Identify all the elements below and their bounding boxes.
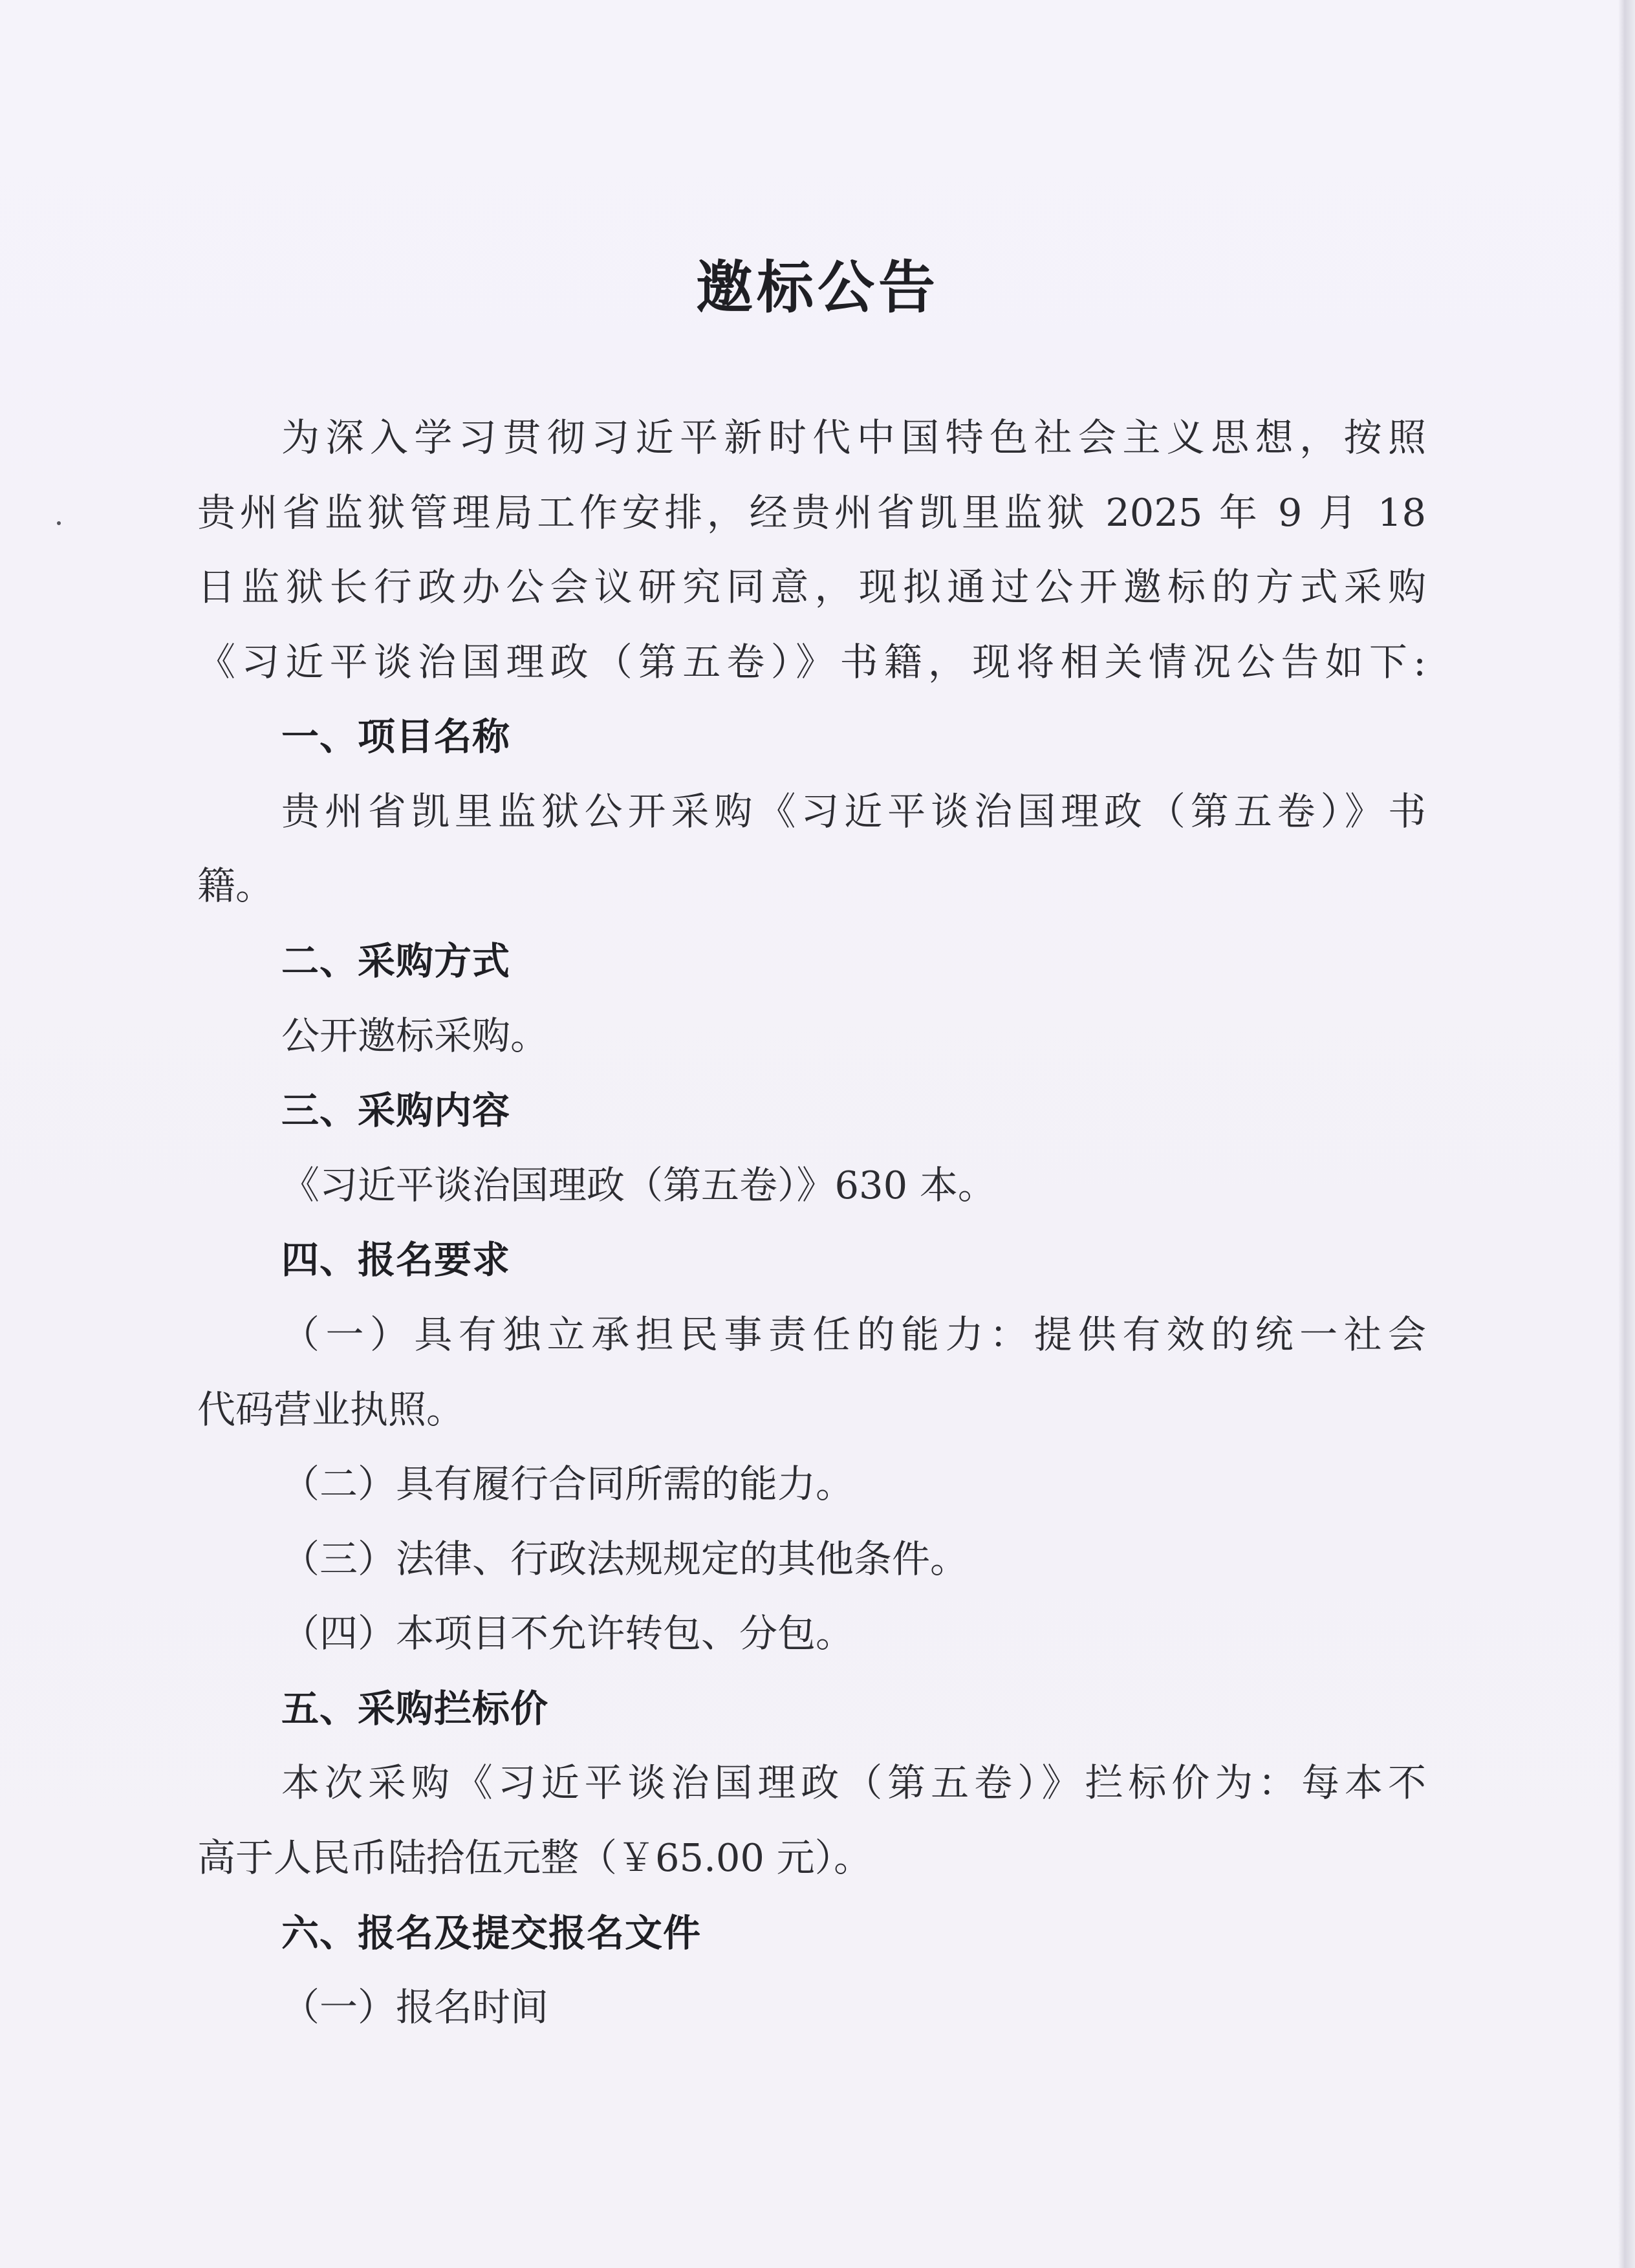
section-2-text: 公开邀标采购。 bbox=[281, 1013, 549, 1058]
section-4-heading: 四、报名要求 bbox=[281, 1238, 511, 1282]
section-6-item-1: （一）报名时间 bbox=[281, 1985, 549, 2029]
section-1-line-2: 籍。 bbox=[197, 863, 274, 908]
section-4-item-3: （三）法律、行政法规规定的其他条件。 bbox=[281, 1537, 969, 1581]
intro-line-3: 日监狱长行政办公会议研究同意，现拟通过公开邀标的方式采购 bbox=[197, 565, 1426, 609]
document-title: 邀标公告 bbox=[695, 254, 939, 321]
section-6-heading: 六、报名及提交报名文件 bbox=[281, 1911, 702, 1955]
section-1-line-1: 贵州省凯里监狱公开采购《习近平谈治国理政（第五卷）》书 bbox=[281, 789, 1426, 834]
scan-edge-shadow bbox=[1618, 0, 1635, 2268]
section-5-line-2: 高于人民币陆拾伍元整（￥65.00 元）。 bbox=[197, 1835, 872, 1880]
section-3-text: 《习近平谈治国理政（第五卷）》630 本。 bbox=[281, 1163, 996, 1207]
intro-line-4: 《习近平谈治国理政（第五卷）》书籍，现将相关情况公告如下: bbox=[197, 640, 1426, 684]
scan-speck bbox=[57, 521, 61, 525]
section-2-heading: 二、采购方式 bbox=[281, 939, 511, 983]
section-1-heading: 一、项目名称 bbox=[281, 715, 511, 759]
section-5-heading: 五、采购拦标价 bbox=[281, 1687, 549, 1731]
section-3-heading: 三、采购内容 bbox=[281, 1088, 511, 1132]
intro-line-1: 为深入学习贯彻习近平新时代中国特色社会主义思想，按照 bbox=[281, 415, 1426, 460]
intro-line-2: 贵州省监狱管理局工作安排，经贵州省凯里监狱 2025 年 9 月 18 bbox=[197, 490, 1426, 535]
section-5-line-1: 本次采购《习近平谈治国理政（第五卷）》拦标价为：每本不 bbox=[281, 1760, 1426, 1805]
section-4-item-1-line-2: 代码营业执照。 bbox=[197, 1387, 465, 1432]
section-4-item-1-line-1: （一）具有独立承担民事责任的能力：提供有效的统一社会 bbox=[281, 1312, 1426, 1357]
section-4-item-4: （四）本项目不允许转包、分包。 bbox=[281, 1611, 854, 1656]
section-4-item-2: （二）具有履行合同所需的能力。 bbox=[281, 1462, 854, 1506]
